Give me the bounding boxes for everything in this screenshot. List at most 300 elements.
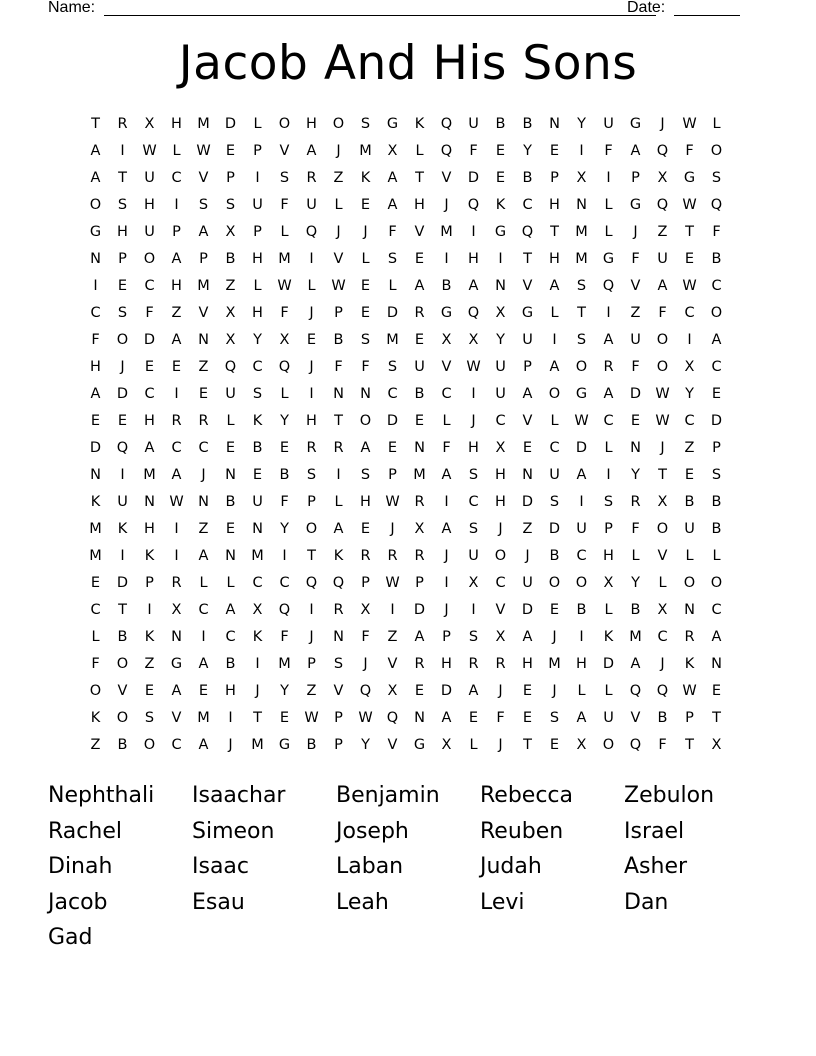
grid-cell: J [336,143,341,159]
grid-cell: K [495,197,506,213]
grid-cell: Q [710,197,723,213]
grid-cell: T [523,251,532,267]
grid-cell: J [471,413,476,429]
grid-row [82,516,742,543]
grid-cell: X [225,224,236,240]
grid-cell: N [414,710,425,726]
grid-cell: D [575,440,588,456]
grid-cell: G [278,737,291,753]
grid-cell: O [710,143,723,159]
grid-cell: X [603,575,614,591]
grid-cell: X [441,737,452,753]
word-list [48,778,768,958]
grid-cell: H [360,494,371,510]
grid-cell: Z [387,629,398,645]
grid-cell: E [171,359,182,375]
grid-cell: W [331,278,346,294]
grid-cell: R [684,629,695,645]
grid-cell: E [360,278,371,294]
grid-cell: O [143,737,156,753]
grid-cell: P [307,656,316,672]
grid-cell: P [172,224,181,240]
grid-cell: D [521,602,534,618]
grid-cell: V [522,413,533,429]
grid-cell: H [468,251,479,267]
grid-cell: E [630,413,641,429]
grid-cell: I [309,251,314,267]
grid-cell: I [444,494,449,510]
grid-cell: J [336,224,341,240]
grid-cell: G [89,224,102,240]
grid-cell: N [495,278,506,294]
grid-cell: C [603,413,614,429]
grid-cell: W [682,683,697,699]
grid-cell: A [522,629,533,645]
grid-cell: T [334,413,343,429]
grid-cell: U [603,116,614,132]
grid-cell: D [602,656,615,672]
grid-cell: O [89,197,102,213]
grid-cell: Z [225,278,236,294]
grid-cell: O [683,575,696,591]
grid-cell: I [255,170,260,186]
grid-cell: J [660,116,665,132]
grid-cell: E [414,251,425,267]
grid-cell: P [334,710,343,726]
grid-cell: S [711,170,722,186]
grid-row [82,732,742,759]
grid-cell: B [225,656,236,672]
grid-cell: X [225,305,236,321]
grid-cell: Q [359,683,372,699]
grid-cell: A [441,710,452,726]
grid-cell: A [171,251,182,267]
grid-cell: K [90,710,101,726]
grid-cell: T [523,737,532,753]
grid-cell: N [171,629,182,645]
grid-cell: H [522,656,533,672]
grid-cell: K [252,413,263,429]
grid-cell: A [90,386,101,402]
grid-row [82,192,742,219]
grid-cell: V [630,710,641,726]
grid-cell: O [602,737,615,753]
grid-cell: B [306,737,317,753]
grid-cell: E [684,251,695,267]
grid-cell: O [305,521,318,537]
grid-cell: B [117,629,128,645]
grid-cell: R [603,359,614,375]
grid-cell: U [684,521,695,537]
grid-cell: A [333,521,344,537]
grid-cell: K [252,629,263,645]
grid-cell: K [144,629,155,645]
grid-cell: A [144,440,155,456]
grid-cell: C [495,575,506,591]
grid-cell: R [198,413,209,429]
grid-cell: C [576,548,587,564]
grid-cell: F [658,305,667,321]
grid-cell: J [444,548,449,564]
grid-cell: L [604,224,613,240]
grid-cell: H [495,494,506,510]
grid-cell: U [522,332,533,348]
grid-cell: L [604,683,613,699]
grid-cell: X [360,602,371,618]
grid-cell: L [388,278,397,294]
grid-cell: E [117,278,128,294]
grid-row [82,408,742,435]
grid-cell: B [657,710,668,726]
grid-cell: K [684,656,695,672]
grid-cell: E [198,683,209,699]
grid-cell: C [90,602,101,618]
grid-cell: F [712,224,721,240]
grid-cell: V [198,170,209,186]
grid-cell: M [386,332,399,348]
grid-cell: E [90,413,101,429]
grid-cell: I [444,575,449,591]
grid-cell: R [414,656,425,672]
grid-cell: G [170,656,183,672]
grid-cell: O [575,359,588,375]
grid-cell: J [363,656,368,672]
grid-cell: O [548,386,561,402]
grid-cell: P [712,440,721,456]
word-list-item: Judah [480,854,542,879]
grid-cell: E [549,143,560,159]
grid-cell: Y [577,116,586,132]
grid-cell: Q [467,305,480,321]
grid-cell: X [387,143,398,159]
grid-cell: H [117,224,128,240]
grid-cell: N [198,332,209,348]
grid-cell: B [117,737,128,753]
grid-cell: C [468,494,479,510]
grid-cell: T [307,548,316,564]
grid-cell: I [579,629,584,645]
name-label: Name: [48,0,96,16]
grid-cell: N [252,521,263,537]
grid-cell: B [711,251,722,267]
grid-cell: A [549,278,560,294]
grid-cell: H [252,305,263,321]
word-list-item: Leah [336,889,389,915]
word-list-item: Jacob [48,889,108,915]
grid-cell: P [523,359,532,375]
grid-cell: T [685,737,694,753]
grid-cell: Z [306,683,317,699]
grid-cell: Q [278,359,291,375]
grid-cell: V [279,143,290,159]
grid-cell: S [117,197,128,213]
grid-cell: F [334,359,343,375]
word-list-item: Simeon [192,818,275,844]
grid-cell: B [630,602,641,618]
grid-cell: Y [685,386,694,402]
grid-cell: N [630,440,641,456]
grid-cell: A [387,197,398,213]
grid-cell: F [469,143,478,159]
grid-cell: S [549,494,560,510]
grid-cell: K [117,521,128,537]
grid-cell: E [144,683,155,699]
grid-cell: N [522,467,533,483]
grid-cell: B [711,521,722,537]
grid-cell: W [574,413,589,429]
grid-row [82,381,742,408]
grid-cell: D [143,332,156,348]
grid-cell: S [603,494,614,510]
grid-cell: B [576,602,587,618]
grid-cell: G [386,116,399,132]
grid-cell: X [279,332,290,348]
grid-cell: H [549,251,560,267]
grid-cell: U [252,494,263,510]
word-list-item: Nephthali [48,783,155,808]
grid-cell: W [682,278,697,294]
grid-cell: I [309,602,314,618]
grid-cell: E [198,386,209,402]
grid-cell: L [658,575,667,591]
grid-cell: T [550,224,559,240]
grid-cell: Z [198,521,209,537]
grid-row [82,624,742,651]
grid-cell: Y [253,332,262,348]
grid-cell: R [171,575,182,591]
grid-cell: K [333,548,344,564]
grid-cell: L [712,116,721,132]
grid-cell: Q [656,197,669,213]
grid-cell: W [196,143,211,159]
grid-cell: W [358,710,373,726]
grid-cell: J [201,467,206,483]
grid-cell: P [361,575,370,591]
grid-cell: O [332,116,345,132]
grid-cell: J [309,305,314,321]
grid-cell: V [657,548,668,564]
grid-cell: S [576,332,587,348]
grid-cell: P [334,305,343,321]
grid-cell: Z [522,521,533,537]
grid-cell: N [549,116,560,132]
grid-cell: O [116,332,129,348]
grid-cell: E [414,413,425,429]
grid-cell: O [575,575,588,591]
grid-cell: S [549,710,560,726]
grid-cell: F [685,143,694,159]
grid-cell: I [552,332,557,348]
grid-cell: A [198,548,209,564]
grid-cell: T [685,224,694,240]
grid-cell: U [252,197,263,213]
grid-cell: V [387,737,398,753]
grid-cell: C [522,197,533,213]
grid-cell: I [606,305,611,321]
grid-cell: A [468,278,479,294]
grid-cell: G [602,251,615,267]
grid-cell: D [224,116,237,132]
grid-cell: P [388,467,397,483]
grid-cell: L [253,116,262,132]
grid-cell: M [575,224,588,240]
grid-cell: O [656,332,669,348]
grid-cell: T [118,170,127,186]
grid-cell: X [495,629,506,645]
grid-cell: F [631,251,640,267]
grid-cell: S [252,386,263,402]
grid-cell: J [255,683,260,699]
name-line [104,15,656,16]
grid-cell: M [197,278,210,294]
grid-cell: B [495,116,506,132]
grid-cell: X [171,602,182,618]
grid-cell: C [279,575,290,591]
grid-cell: Q [521,224,534,240]
grid-cell: S [711,467,722,483]
grid-cell: Z [630,305,641,321]
grid-cell: P [604,521,613,537]
grid-cell: A [198,656,209,672]
grid-cell: U [576,521,587,537]
grid-cell: X [468,575,479,591]
grid-cell: I [309,386,314,402]
grid-cell: A [90,170,101,186]
grid-cell: Q [305,575,318,591]
grid-cell: D [89,440,102,456]
grid-cell: W [277,278,292,294]
grid-cell: Z [657,224,668,240]
grid-cell: S [333,656,344,672]
grid-cell: C [171,170,182,186]
grid-cell: K [360,170,371,186]
grid-cell: R [333,602,344,618]
grid-cell: D [629,386,642,402]
grid-cell: C [684,413,695,429]
grid-cell: U [549,467,560,483]
grid-cell: I [201,629,206,645]
grid-cell: R [387,548,398,564]
grid-cell: M [548,656,561,672]
grid-cell: Z [333,170,344,186]
grid-cell: N [414,440,425,456]
grid-cell: E [684,467,695,483]
grid-cell: S [360,116,371,132]
grid-cell: C [711,602,722,618]
grid-cell: I [687,332,692,348]
grid-cell: Q [656,683,669,699]
grid-cell: X [495,440,506,456]
grid-cell: Q [629,737,642,753]
grid-cell: A [711,332,722,348]
grid-cell: I [174,197,179,213]
grid-cell: Y [523,143,532,159]
grid-cell: O [116,710,129,726]
grid-cell: I [228,710,233,726]
grid-cell: J [120,359,125,375]
grid-cell: G [629,197,642,213]
grid-row [82,354,742,381]
grid-row [82,678,742,705]
grid-cell: V [495,602,506,618]
grid-cell: K [414,116,425,132]
grid-cell: H [144,413,155,429]
grid-cell: A [171,467,182,483]
grid-cell: E [360,305,371,321]
grid-cell: L [712,548,721,564]
grid-cell: E [279,440,290,456]
grid-cell: L [469,737,478,753]
grid-cell: F [91,332,100,348]
grid-cell: A [657,278,668,294]
worksheet-header [48,0,748,20]
grid-cell: E [522,683,533,699]
grid-cell: X [657,170,668,186]
grid-cell: L [577,683,586,699]
grid-cell: X [414,521,425,537]
grid-row [82,570,742,597]
grid-cell: L [415,143,424,159]
grid-cell: B [414,386,425,402]
grid-cell: I [174,521,179,537]
grid-cell: J [498,737,503,753]
grid-cell: A [225,602,236,618]
grid-cell: D [413,602,426,618]
grid-cell: O [143,251,156,267]
grid-row [82,111,742,138]
grid-cell: I [471,224,476,240]
grid-cell: R [495,656,506,672]
grid-cell: T [118,602,127,618]
grid-cell: C [549,440,560,456]
grid-cell: S [360,332,371,348]
grid-cell: N [90,467,101,483]
grid-cell: W [655,413,670,429]
grid-cell: H [306,413,317,429]
grid-cell: M [89,548,102,564]
grid-row [82,543,742,570]
grid-cell: N [198,494,209,510]
grid-cell: L [91,629,100,645]
word-list-item: Esau [192,889,245,915]
grid-cell: P [226,170,235,186]
grid-cell: C [198,440,209,456]
grid-cell: C [144,386,155,402]
grid-cell: J [498,683,503,699]
grid-cell: A [468,683,479,699]
grid-cell: E [549,737,560,753]
grid-cell: O [656,359,669,375]
grid-cell: S [117,305,128,321]
grid-cell: N [225,467,236,483]
grid-row [82,219,742,246]
grid-cell: S [225,197,236,213]
grid-cell: M [359,143,372,159]
grid-cell: K [90,494,101,510]
grid-cell: O [278,116,291,132]
grid-row [82,327,742,354]
grid-cell: L [442,413,451,429]
grid-cell: J [363,224,368,240]
grid-cell: N [144,494,155,510]
grid-cell: I [336,467,341,483]
grid-cell: M [143,467,156,483]
grid-cell: E [414,332,425,348]
grid-cell: Q [467,197,480,213]
grid-cell: Y [496,332,505,348]
grid-cell: K [144,548,155,564]
grid-cell: M [278,251,291,267]
